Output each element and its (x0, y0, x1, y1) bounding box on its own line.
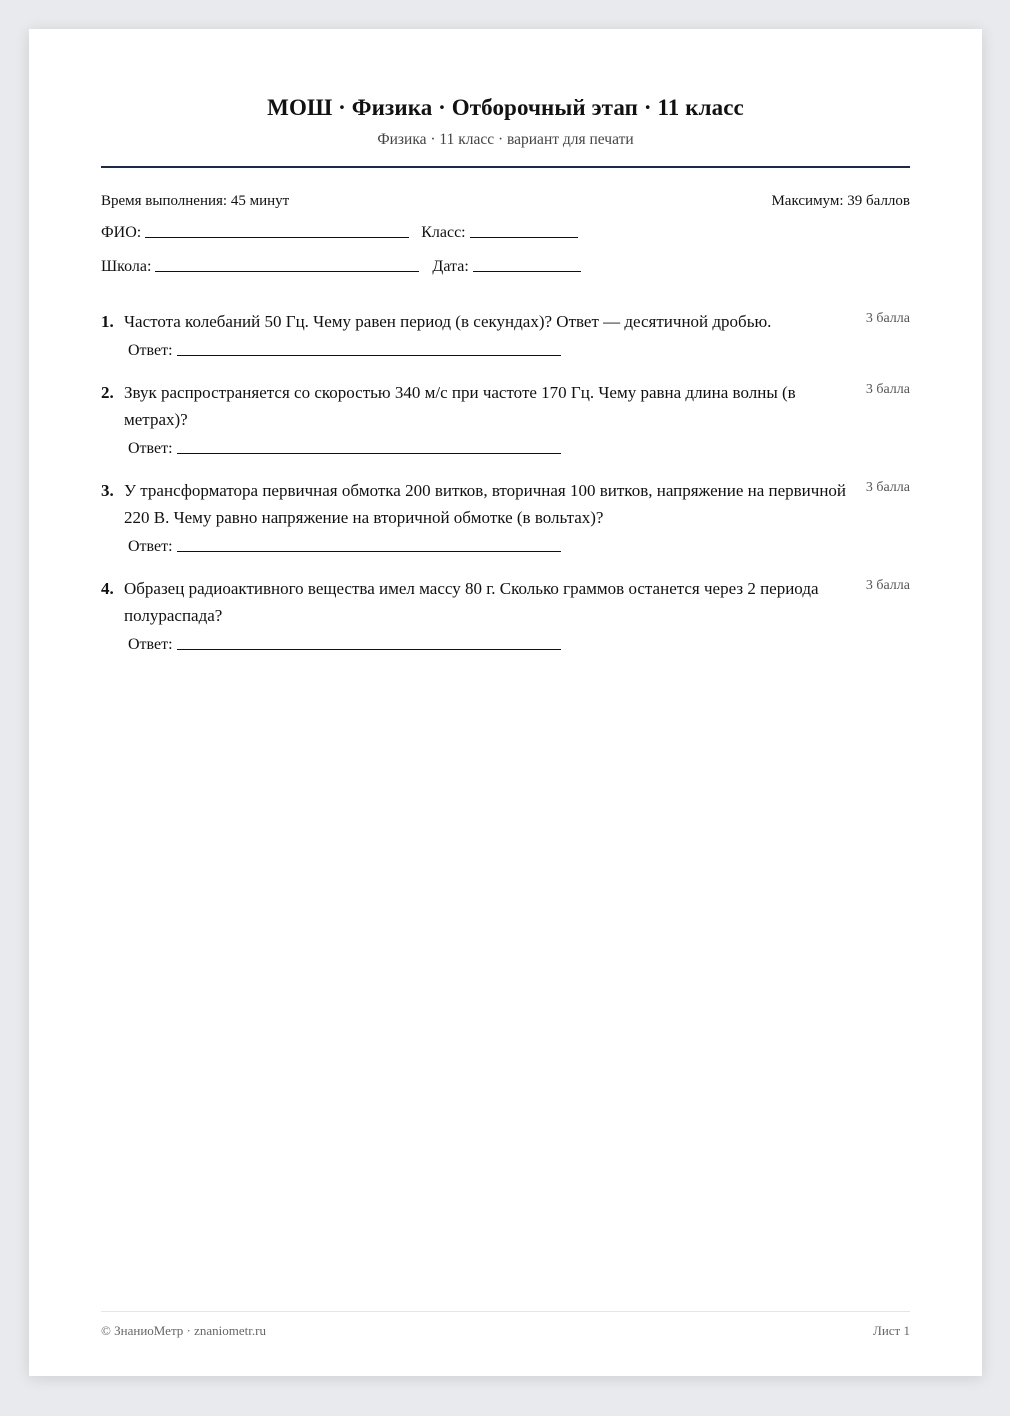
fio-field[interactable] (145, 236, 409, 238)
question-points: 3 балла (865, 479, 910, 495)
answer-label: Ответ: (128, 439, 173, 457)
question-text: Звук распространяется со скоростью 340 м/с при частоте 170 Гц. Чему равна длина волны (в метрах)? (124, 382, 796, 429)
worksheet-page (29, 29, 982, 1376)
answer-field[interactable] (177, 551, 561, 552)
footer-copyright: © ЗнаниоМетр · znaniometr.ru (101, 1323, 266, 1338)
fio-class-row (101, 224, 910, 242)
school-label: Школа: (101, 258, 152, 275)
meta-row (101, 193, 910, 210)
max-score: Максимум: 39 баллов (771, 193, 910, 209)
answer-field[interactable] (177, 453, 561, 454)
question-text: Частота колебаний 50 Гц. Чему равен период (в секундах)? Ответ — десятичной дробью. (124, 312, 772, 331)
question-points: 3 балла (865, 381, 910, 397)
answer-row (128, 440, 910, 458)
header-divider (101, 166, 910, 168)
class-label: Класс: (421, 224, 466, 241)
question-list (101, 308, 910, 673)
page-content (101, 29, 910, 1376)
answer-field[interactable] (177, 649, 561, 650)
answer-row (128, 636, 910, 654)
time-limit: Время выполнения: 45 минут (101, 193, 290, 209)
date-label: Дата: (432, 258, 469, 275)
answer-row (128, 342, 910, 360)
school-field[interactable] (155, 270, 419, 272)
date-field[interactable] (473, 270, 581, 272)
class-field[interactable] (470, 236, 578, 238)
question-number: 3. (101, 480, 114, 500)
question-number: 2. (101, 382, 114, 402)
fio-label: ФИО: (101, 224, 142, 241)
question-item (101, 308, 910, 360)
footer-divider (101, 1311, 910, 1312)
question-item (101, 575, 910, 654)
answer-label: Ответ: (128, 537, 173, 555)
question-points: 3 балла (865, 577, 910, 593)
page-title: МОШ · Физика · Отборочный этап · 11 класс (267, 95, 744, 120)
question-item (101, 477, 910, 556)
page-subtitle: Физика · 11 класс · вариант для печати (377, 131, 634, 148)
school-date-row (101, 258, 910, 276)
question-text: Образец радиоактивного вещества имел массу 80 г. Сколько граммов останется через 2 периода полураспада? (124, 578, 819, 625)
answer-field[interactable] (177, 355, 561, 356)
question-item (101, 379, 910, 458)
question-text: У трансформатора первичная обмотка 200 витков, вторичная 100 витков, напряжение на первичной 220 В. Чему равно напряжение на вторичной обмотке (в вольтах)? (124, 480, 847, 527)
question-number: 4. (101, 578, 114, 598)
question-points: 3 балла (865, 311, 910, 326)
answer-row (128, 538, 910, 556)
question-number: 1. (101, 312, 114, 331)
answer-label: Ответ: (128, 635, 173, 653)
footer-sheet-number: Лист 1 (873, 1323, 910, 1338)
answer-label: Ответ: (128, 341, 173, 359)
page-footer (101, 1323, 910, 1339)
